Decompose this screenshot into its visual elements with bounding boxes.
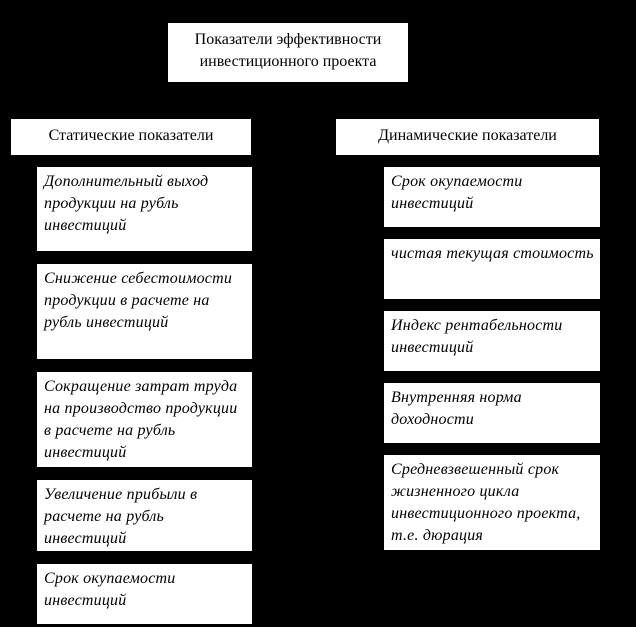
static-indicators-header xyxy=(11,119,251,155)
dynamic-item-label: Срок окупаемости инвестиций xyxy=(391,173,523,212)
dynamic-item-internal-rate-of-return xyxy=(384,383,600,443)
static-item-label: Срок окупаемости инвестиций xyxy=(44,570,176,609)
static-item-profit-increase xyxy=(37,480,252,551)
static-item-labor-reduction xyxy=(37,372,252,467)
dynamic-item-profitability-index xyxy=(384,311,600,371)
dynamic-item-label: Средневзвешенный срок жизненного цикла инвестиционного проекта, т.е. дюрация xyxy=(391,461,581,544)
root-label: Показатели эффективности инвестиционного проекта xyxy=(194,31,382,70)
dynamic-indicators-header xyxy=(336,119,599,155)
dynamic-item-label: Индекс рентабельности инвестиций xyxy=(391,317,563,356)
static-item-cost-reduction xyxy=(37,264,252,359)
dynamic-item-label: Внутренняя норма доходности xyxy=(391,389,522,428)
dynamic-item-payback-period xyxy=(384,167,600,227)
dynamic-item-duration xyxy=(384,455,600,550)
static-header-label: Статические показатели xyxy=(48,127,214,144)
root-node xyxy=(168,23,408,82)
static-item-additional-output xyxy=(37,167,252,251)
dynamic-item-net-present-value xyxy=(384,239,600,299)
static-item-label: Снижение себестоимости продукции в расчете на рубль инвестиций xyxy=(44,270,233,331)
dynamic-header-label: Динамические показатели xyxy=(378,127,557,144)
static-item-label: Дополнительный выход продукции на рубль инвестиций xyxy=(44,173,209,234)
dynamic-item-label: чистая текущая стоимость xyxy=(391,245,594,262)
static-item-payback-period xyxy=(37,564,252,624)
static-item-label: Увеличение прибыли в расчете на рубль инвестиций xyxy=(44,486,198,547)
static-item-label: Сокращение затрат труда на производство продукции в расчете на рубль инвестиций xyxy=(44,378,238,461)
